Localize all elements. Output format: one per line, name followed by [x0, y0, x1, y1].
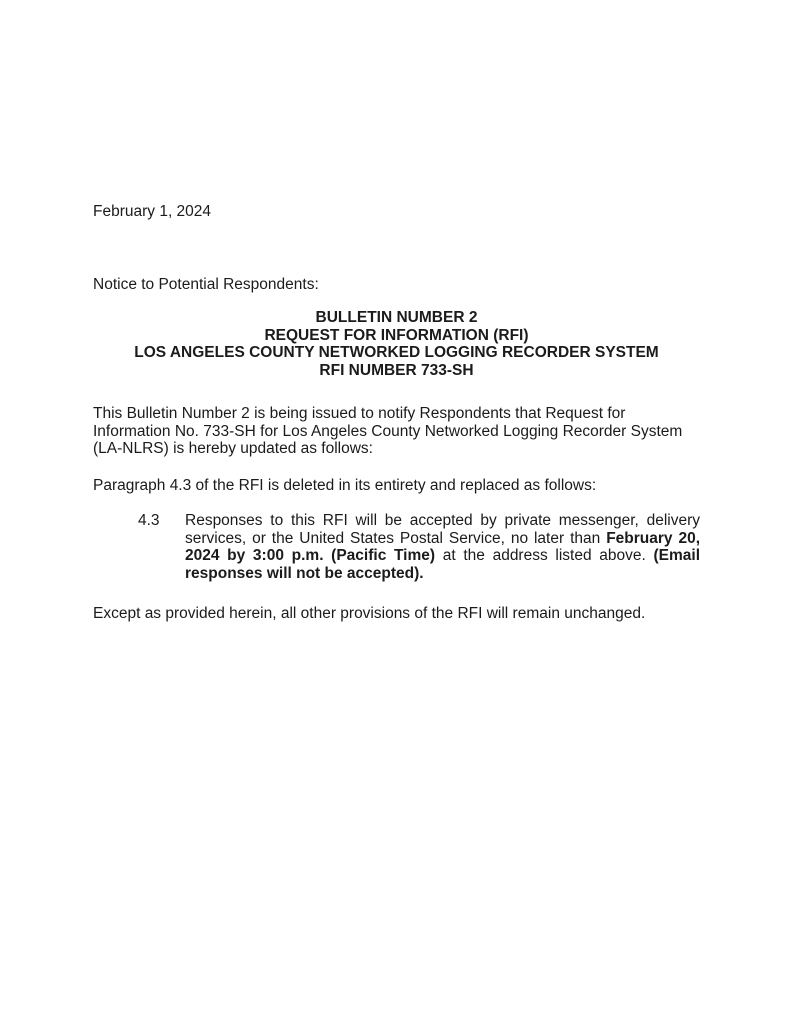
closing-paragraph: Except as provided herein, all other provisions of the RFI will remain unchanged. [93, 605, 646, 622]
salutation-line: Notice to Potential Respondents: [93, 275, 319, 293]
letter-content [93, 203, 700, 623]
clause-text-bold-deadline: February 20, 2024 by 3:00 p.m. (Pacific Time) [185, 529, 700, 564]
clause-number: 4.3 [138, 512, 160, 529]
title-line-system-name: LOS ANGELES COUNTY NETWORKED LOGGING RECORDER SYSTEM [134, 344, 659, 361]
clause-4-3 [138, 512, 700, 582]
document-title [93, 309, 700, 379]
title-line-bulletin-number: BULLETIN NUMBER 2 [315, 309, 478, 326]
intro-paragraph: This Bulletin Number 2 is being issued to notify Respondents that Request for Information No. 733-SH for Los Angeles County Networked Logging Recorder System (LA-NLRS) is hereby updated as follows: [93, 405, 683, 457]
date-line: February 1, 2024 [93, 203, 212, 220]
amendment-note-paragraph: Paragraph 4.3 of the RFI is deleted in its entirety and replaced as follows: [93, 476, 597, 494]
clause-text [185, 512, 700, 582]
title-line-rfi: REQUEST FOR INFORMATION (RFI) [264, 326, 529, 344]
clause-text-regular-2: at the address listed above. [435, 547, 654, 564]
title-line-rfi-number: RFI NUMBER 733-SH [319, 361, 474, 379]
clause-text-bold-email-note: (Email responses will not be accepted). [185, 547, 700, 582]
clause-text-regular-1: Responses to this RFI will be accepted by private messenger, delivery services, or the United States Postal Service, no later than [185, 512, 700, 547]
